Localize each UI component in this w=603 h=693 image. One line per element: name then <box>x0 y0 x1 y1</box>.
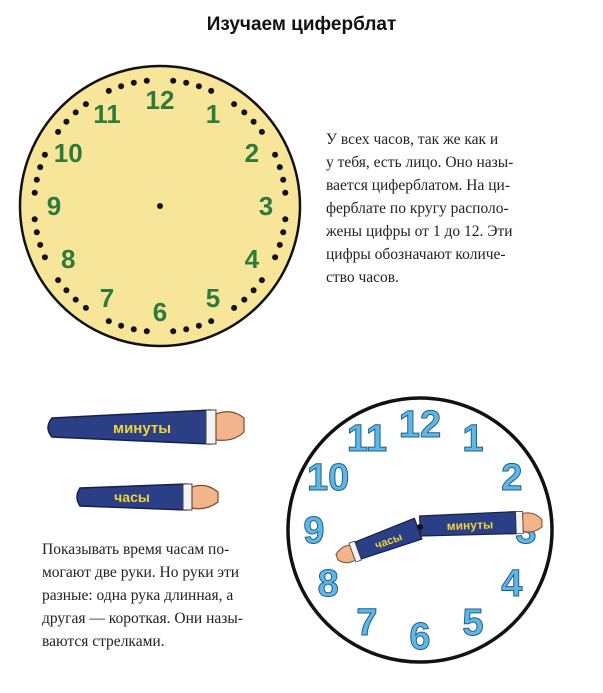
hands-line: Показывать время часам по- <box>42 541 230 558</box>
minute-dot <box>32 216 38 222</box>
hands-line: ваются стрелками. <box>42 633 165 650</box>
clock-number: 12 <box>398 404 442 446</box>
minute-dot <box>208 88 214 94</box>
minute-dot <box>196 83 202 89</box>
minute-dot <box>83 101 89 107</box>
clock-number: 3 <box>258 191 274 221</box>
clock-number: 7 <box>99 282 115 313</box>
clock-number: 11 <box>93 99 121 130</box>
minute-dot <box>277 164 283 170</box>
minute-dot <box>170 328 176 334</box>
blue-clock-face <box>288 398 552 662</box>
intro-line: ферблате по кругу располо- <box>326 200 509 217</box>
hour-hand-legend <box>77 484 218 510</box>
minute-dot <box>208 318 214 324</box>
minute-dot <box>83 305 89 311</box>
minute-dot <box>280 177 286 183</box>
minute-dot <box>55 129 61 135</box>
minute-dot <box>131 80 137 86</box>
minute-dot <box>231 305 237 311</box>
minute-dot <box>55 277 61 283</box>
hour-hand-label: часы <box>373 531 404 552</box>
intro-line: вается циферблатом. На ци- <box>326 177 510 194</box>
minute-dot <box>251 287 257 293</box>
minute-dot <box>42 152 48 158</box>
hands-line: разные: одна рука длинная, а <box>42 587 234 604</box>
intro-line: У всех часов, так же как и <box>326 131 499 148</box>
clock-number: 9 <box>46 191 62 221</box>
hands-line: могают две руки. Но руки эти <box>42 564 240 581</box>
clock-number: 4 <box>244 244 260 274</box>
minute-dot <box>106 88 112 94</box>
minute-dot <box>118 323 124 329</box>
intro-line: у тебя, есть лицо. Оно назы- <box>326 154 514 171</box>
minute-dot <box>34 177 40 183</box>
yellow-clock-face <box>20 66 300 346</box>
minute-dot <box>118 83 124 89</box>
minute-dot <box>280 229 286 235</box>
clock-number: 4 <box>501 563 523 605</box>
minute-dot <box>241 297 247 303</box>
clock-number: 1 <box>462 418 484 461</box>
minute-dot <box>231 101 237 107</box>
minute-dot <box>170 78 176 84</box>
page-title: Изучаем циферблат <box>206 14 397 35</box>
minute-dot <box>251 119 257 125</box>
minute-dot <box>42 254 48 260</box>
intro-line: ство часов. <box>326 269 399 286</box>
clock-number: 5 <box>462 601 484 644</box>
minute-dot <box>183 326 189 332</box>
clock-number: 12 <box>145 85 175 115</box>
minute-dot <box>183 80 189 86</box>
minute-cuff <box>206 410 216 444</box>
clock-number: 1 <box>205 99 221 130</box>
minute-dot <box>34 229 40 235</box>
minute-dot <box>196 323 202 329</box>
minute-dot <box>277 242 283 248</box>
minute-dot <box>144 328 150 334</box>
clock-number: 6 <box>152 297 168 327</box>
minute-dot <box>63 119 69 125</box>
minute-dot <box>282 190 288 196</box>
minute-dot <box>144 78 150 84</box>
pointing-hand-icon <box>216 412 244 441</box>
minute-dot <box>259 277 265 283</box>
minute-dot <box>272 152 278 158</box>
minute-dot <box>73 109 79 115</box>
minute-dot <box>63 287 69 293</box>
minute-dot <box>106 318 112 324</box>
minute-dot <box>32 190 38 196</box>
clock-number: 10 <box>53 138 83 168</box>
pointing-hand-icon <box>192 485 218 508</box>
clock-number: 6 <box>409 616 431 658</box>
clock-number: 8 <box>317 563 339 605</box>
clock2-center-dot <box>417 524 423 530</box>
hour-label: часы <box>114 489 150 505</box>
clock-number: 8 <box>60 244 76 274</box>
minute-dot <box>37 242 43 248</box>
minute-dot <box>73 297 79 303</box>
intro-line: цифры обозначают количе- <box>326 246 506 263</box>
minute-dot <box>272 254 278 260</box>
hands-line: другая — короткая. Они назы- <box>42 610 243 627</box>
intro-line: жены цифры от 1 до 12. Эти <box>326 223 513 240</box>
minute-hand-legend <box>48 410 244 444</box>
minute-hand-label: минуты <box>446 517 494 534</box>
minute-dot <box>282 216 288 222</box>
minute-dot <box>259 129 265 135</box>
minute-dot <box>241 109 247 115</box>
clock-number: 2 <box>501 457 523 499</box>
clock-center-dot <box>157 203 163 209</box>
clock-number: 5 <box>205 282 221 313</box>
minute-label: минуты <box>112 420 172 437</box>
minute-dot <box>131 326 137 332</box>
clock-number: 11 <box>346 418 388 461</box>
hour-cuff <box>183 484 192 510</box>
minute-dot <box>37 164 43 170</box>
clock-number: 10 <box>307 457 350 499</box>
clock-number: 7 <box>356 601 378 644</box>
clock-number: 2 <box>244 138 260 168</box>
clock-number: 9 <box>303 510 325 552</box>
